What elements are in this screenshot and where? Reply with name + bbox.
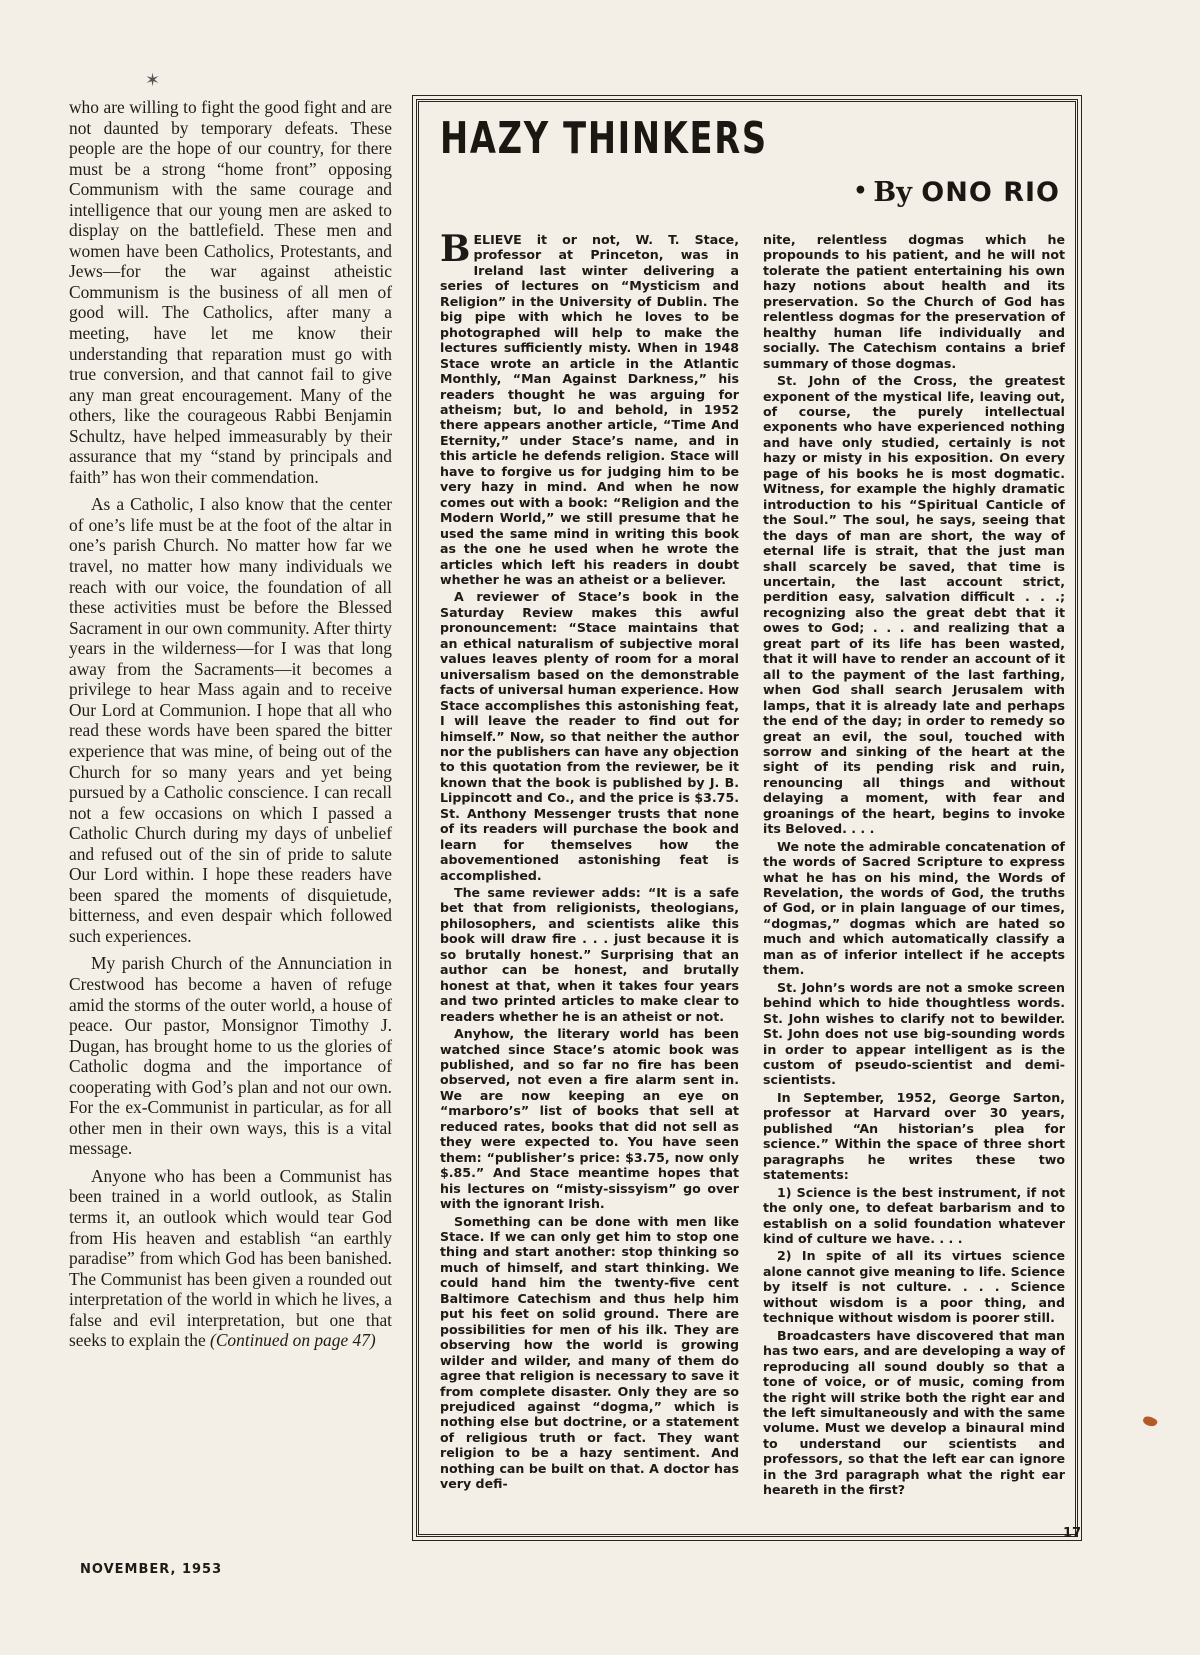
- article-paragraph: St. John of the Cross, the greatest exponent of the mystical life, leaving out, of course, the purely intellectual exponents who have experienced nothing and have only studied, certainly is not hazy or misty in his exposition. On every page of his books he is most dogmatic. Witness, for example the highly dramatic introduction to his “Spiritual Canticle of the Soul.” The soul, he says, seeing that the days of man are short, the way of eternal life is strait, that the just man shall scarcely be saved, that time is uncertain, the last account strict, perdition easy, salvation difficult . . .; recognizing also the great debt that it owes to God; . . . and realizing that a great part of its life has been wasted, that it will have to render an account of it all to the payment of the last farthing, when God shall search Jerusalem with lamps, that it is already late and perhaps the end of the day; in order to remedy so great an evil, the soul, touched with sorrow and sinking of the heart at the sight of its pending risk and ruin, renouncing all things and without delaying a moment, with fear and groanings of the heart, begins to invoke its Beloved. . . .: [763, 373, 1065, 837]
- left-paragraph: My parish Church of the Annunciation in Crestwood has become a haven of refuge amid the storms of the outer world, a house of peace. Our pastor, Monsignor Timothy J. Dugan, has brought home to us the glories of Catholic dogma and the importance of cooperating with God’s plan and not our own. For the ex-Communist in particular, as for all other men in their own ways, this is a vital message.: [69, 953, 392, 1159]
- byline-prefix: By: [873, 177, 912, 208]
- article-list-item: 2) In spite of all its virtues science alone cannot give meaning to life. Science by itself is not culture. . . . Science without wisdom is a poor thing, and technique without wisdom is poorer still.: [763, 1248, 1065, 1326]
- paper-stain: [1142, 1414, 1158, 1428]
- byline-bullet: •: [853, 178, 868, 204]
- left-column-text: [69, 97, 392, 1358]
- byline-author: ONO RIO: [921, 177, 1060, 208]
- article-paragraph: nite, relentless dogmas which he propounds to his patient, and he will not tolerate the patient entertaining his own hazy notions about health and its preservation. So the Church of God has relentless dogmas for the preservation of healthy human life individually and socially. The Catechism contains a brief summary of those dogmas.: [763, 232, 1065, 371]
- article-column-2: [763, 232, 1065, 1500]
- left-paragraph-text: Anyone who has been a Communist has been trained in a world outlook, as Stalin terms it, an outlook which would tear God from His heaven and establish “an earthly paradise” from which God has been banished. The Communist has been given a rounded out interpretation of the world in which he lives, a false and evil interpretation, but one that seeks to explain the: [69, 1165, 392, 1351]
- article-list-item: 1) Science is the best instrument, if not the only one, to defeat barbarism and to establish on a solid foundation whatever kind of culture we have. . . .: [763, 1184, 1065, 1246]
- article-paragraph-text: ELIEVE it or not, W. T. Stace, professor at Princeton, was in Ireland last winter delivering a series of lectures on “Mysticism and Religion” in the University of Dublin. The big pipe with which he loves to be photographed will help to make the lectures sufficiently misty. When in 1948 Stace wrote an article in the Atlantic Monthly, “Man Against Darkness,” his readers thought he was arguing for atheism; but, lo and behold, in 1952 there appears another article, “Time And Eternity,” under Stace’s name, and in this article he defends religion. Stace will have to forgive us for judging him to be very hazy in mind. And when he now comes out with a book: “Religion and the Modern World,” we still presume that he used the same mind in writing this book as the one he used when he wrote the articles which left his readers in doubt whether he was an atheist or a believer.: [440, 232, 739, 587]
- article-paragraph: Something can be done with men like Stace. If we can only get him to stop one thing and start another: stop thinking so much of himself, and start thinking. We could hand him the twenty-five cent Baltimore Catechism and thus help him put his feet on solid ground. There are possibilities for men of his ilk. They are observing how the world is growing wilder and wilder, and many of them do agree that religion is necessary to save it from complete disaster. Only they are so prejudiced against “dogma,” which is nothing else but doctrine, or a statement of religious truth or fact. They want religion to be a hazy sentiment. And nothing can be built on that. A doctor has very defi-: [440, 1213, 739, 1492]
- continued-note: (Continued on page 47): [210, 1330, 376, 1351]
- article-paragraph: Anyhow, the literary world has been watched since Stace’s atomic book was published, and so far no fire has been observed, not even a fire alarm sent in. We are now keeping an eye on “marboro’s” list of books that sell at reduced rates, books that did not sell as they were expected to. You have seen them: “publisher’s price: $3.75, now only $.85.” And Stace meantime hopes that his lectures on “misty-sissyism” go over with the ignorant Irish.: [440, 1026, 739, 1212]
- left-paragraph: [69, 1166, 392, 1351]
- article-paragraph: St. John’s words are not a smoke screen behind which to hide thoughtless words. St. John wishes to clarify not to bewilder. St. John does not use big-sounding words in order to appear intelligent as is the custom of pseudo-scientist and demi-scientists.: [763, 979, 1065, 1088]
- article-paragraph: Broadcasters have discovered that man has two ears, and are developing a way of reproducing all sound doubly so that a tone of voice, or of music, coming from the right will strike both the right ear and the left simultaneously and with the same volume. Must we develop a binaural mind to understand our scientists and professors, so that the left ear can ignore in the 3rd paragraph what the right ear heareth in the first?: [763, 1327, 1065, 1498]
- page-number: 17: [1063, 1526, 1082, 1541]
- article-title: HAZY THINKERS: [440, 113, 768, 164]
- left-paragraph: As a Catholic, I also know that the center of one’s life must be at the foot of the altar in one’s parish Church. No matter how far we travel, no matter how many individuals we reach with our voice, the foundation of all these activities must be before the Blessed Sacrament in our own community. After thirty years in the wilderness—for I was that long away from the Sacraments—it becomes a privilege to hear Mass again and to receive Our Lord at Communion. I hope that all who read these words have been spared the bitter experience that was mine, of being out of the Church for so many years and yet being pursued by a Catholic conscience. I can recall not a few occasions on which I passed a Catholic Church during my days of unbelief and refused out of the sin of pride to salute Our Lord within. I hope these readers have been spared the moments of disquietude, bitterness, and even despair which followed such experiences.: [69, 494, 392, 946]
- issue-date: NOVEMBER, 1953: [80, 1562, 223, 1577]
- left-paragraph: who are willing to fight the good fight and are not daunted by temporary defeats. These people are the hope of our country, for there must be a strong “home front” opposing Communism with the same courage and intelligence that our young men are asked to display on the battlefield. These men and women have been Catholics, Protestants, and Jews—for the war against atheistic Communism is the business of all men of good will. The Catholics, after many a meeting, have let me know their understanding that reparation must go with true conversion, and that cannot fail to give any man great encouragement. Many of the others, like the courageous Rabbi Benjamin Schultz, have helped immeasurably by their assurance that my “stand by principals and faith” has won their commendation.: [69, 97, 392, 487]
- article-column-1: [440, 228, 739, 1494]
- article-byline: [853, 177, 1060, 208]
- drop-cap: B: [440, 228, 471, 270]
- article-paragraph: We note the admirable concatenation of the words of Sacred Scripture to express what he has on his mind, the Words of Revelation, the words of God, the truths of God, or in plain language of our times, “dogmas,” dogmas which are hated so much and which automatically classify a man as of inferior intellect if he accepts them.: [763, 838, 1065, 978]
- ink-mark: ✶: [145, 70, 161, 91]
- article-paragraph: In September, 1952, George Sarton, professor at Harvard over 30 years, published “An historian’s plea for science.” Within the space of three short paragraphs he writes these two statements:: [763, 1089, 1065, 1183]
- article-paragraph: [440, 228, 739, 587]
- article-paragraph: The same reviewer adds: “It is a safe bet that from religionists, theologians, philosophers, and scientists alike this book will draw fire . . . just because it is so brutally honest.” Surprising that an author can be honest, and brutally honest at that, when it takes four years and two printed articles to make clear to readers whether he is an atheist or not.: [440, 885, 739, 1024]
- article-paragraph: A reviewer of Stace’s book in the Saturday Review makes this awful pronouncement: “Stace maintains that an ethical naturalism of subjective moral values leaves plenty of room for a moral universalism based on the demonstrable facts of universal human experience. How Stace accomplishes this astonishing feat, I will leave the reader to find out for himself.” Now, so that neither the author nor the publishers can have any objection to this quotation from the reviewer, be it known that the book is published by J. B. Lippincott and Co., and the price is $3.75. St. Anthony Messenger trusts that none of its readers will purchase the book and learn for themselves how the abovementioned astonishing feat is accomplished.: [440, 589, 739, 883]
